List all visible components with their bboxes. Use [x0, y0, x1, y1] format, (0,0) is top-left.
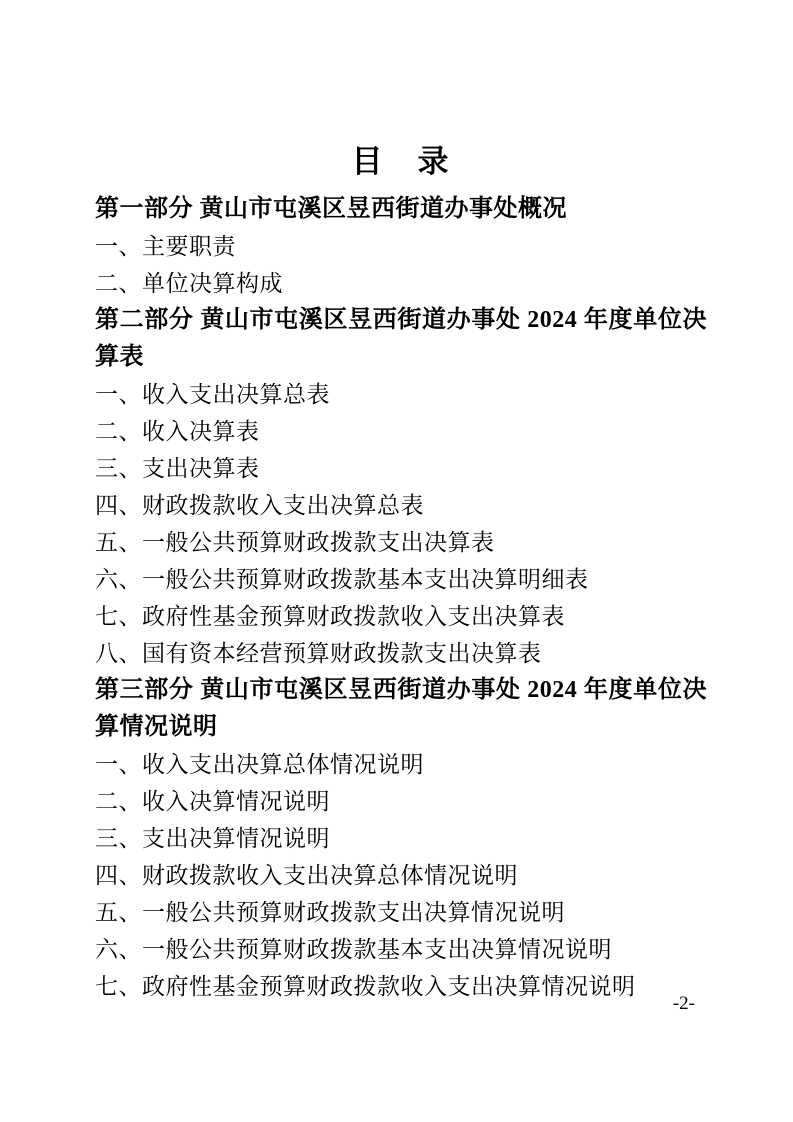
- toc-item: 一、收入支出决算总体情况说明: [95, 752, 424, 777]
- toc-item: 二、单位决算构成: [95, 271, 283, 296]
- toc-item: 五、一般公共预算财政拨款支出决算情况说明: [95, 900, 565, 925]
- section-heading-1: 第一部分 黄山市屯溪区昱西街道办事处概况: [95, 196, 567, 222]
- page-title: 目 录: [351, 144, 451, 179]
- section-heading-2: 第二部分 黄山市屯溪区昱西街道办事处 2024 年度单位决算表: [95, 307, 707, 370]
- toc-item: 六、一般公共预算财政拨款基本支出决算明细表: [95, 567, 589, 592]
- toc-item: 八、国有资本经营预算财政拨款支出决算表: [95, 641, 542, 666]
- toc-item: 一、收入支出决算总表: [95, 382, 330, 407]
- toc-item: 四、财政拨款收入支出决算总体情况说明: [95, 863, 518, 888]
- toc-item: 四、财政拨款收入支出决算总表: [95, 493, 424, 518]
- toc-item: 二、收入决算情况说明: [95, 789, 330, 814]
- toc-item: 三、支出决算表: [95, 456, 260, 481]
- page-number: -2-: [672, 993, 695, 1014]
- toc-item: 六、一般公共预算财政拨款基本支出决算情况说明: [95, 937, 612, 962]
- toc-item: 一、主要职责: [95, 234, 236, 259]
- section-heading-3: 第三部分 黄山市屯溪区昱西街道办事处 2024 年度单位决算情况说明: [95, 677, 707, 740]
- toc-item: 三、支出决算情况说明: [95, 826, 330, 851]
- toc-sections: [95, 191, 707, 1005]
- toc-content: [95, 146, 707, 1005]
- toc-item: 二、收入决算表: [95, 419, 260, 444]
- toc-item: 七、政府性基金预算财政拨款收入支出决算情况说明: [95, 974, 636, 999]
- toc-item: 七、政府性基金预算财政拨款收入支出决算表: [95, 604, 565, 629]
- toc-item: 五、一般公共预算财政拨款支出决算表: [95, 530, 495, 555]
